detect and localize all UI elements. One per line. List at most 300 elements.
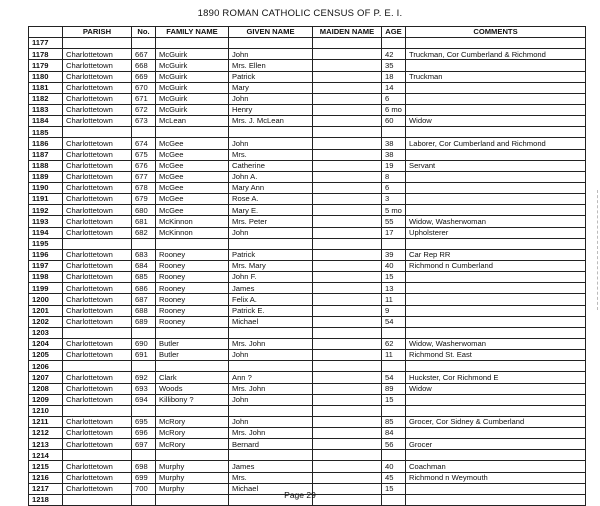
cell-parish xyxy=(63,38,132,49)
cell-no: 689 xyxy=(132,316,156,327)
cell-comments: Widow, Washerwoman xyxy=(406,216,586,227)
table-row xyxy=(29,194,586,205)
header-parish: PARISH xyxy=(63,27,132,38)
cell-age: 15 xyxy=(382,394,406,405)
row-number: 1209 xyxy=(29,394,63,405)
row-number: 1199 xyxy=(29,283,63,294)
cell-maiden-name xyxy=(313,38,382,49)
cell-maiden-name xyxy=(313,93,382,104)
cell-no xyxy=(132,405,156,416)
cell-age xyxy=(382,450,406,461)
cell-parish xyxy=(63,127,132,138)
cell-given-name: Patrick xyxy=(229,249,313,260)
cell-comments: Richmond St. East xyxy=(406,350,586,361)
page-title: 1890 ROMAN CATHOLIC CENSUS OF P. E. I. xyxy=(197,8,403,19)
cell-no: 697 xyxy=(132,439,156,450)
header-comments: COMMENTS xyxy=(406,27,586,38)
table-row xyxy=(29,372,586,383)
cell-age: 17 xyxy=(382,227,406,238)
cell-no: 685 xyxy=(132,272,156,283)
cell-comments xyxy=(406,127,586,138)
cell-comments xyxy=(406,104,586,115)
table-row xyxy=(29,272,586,283)
cell-age: 3 xyxy=(382,194,406,205)
cell-maiden-name xyxy=(313,439,382,450)
cell-comments xyxy=(406,194,586,205)
cell-maiden-name xyxy=(313,138,382,149)
row-number: 1183 xyxy=(29,104,63,115)
cell-age: 84 xyxy=(382,428,406,439)
row-number: 1190 xyxy=(29,182,63,193)
cell-no: 670 xyxy=(132,82,156,93)
table-row xyxy=(29,205,586,216)
cell-comments xyxy=(406,149,586,160)
cell-family-name: McGuirk xyxy=(156,49,229,60)
cell-family-name xyxy=(156,450,229,461)
cell-age: 9 xyxy=(382,305,406,316)
row-number: 1207 xyxy=(29,372,63,383)
cell-age: 60 xyxy=(382,116,406,127)
table-row xyxy=(29,116,586,127)
cell-parish xyxy=(63,405,132,416)
cell-age xyxy=(382,327,406,338)
cell-comments xyxy=(406,283,586,294)
cell-maiden-name xyxy=(313,116,382,127)
cell-maiden-name xyxy=(313,49,382,60)
cell-given-name: John F. xyxy=(229,272,313,283)
cell-comments xyxy=(406,327,586,338)
cell-given-name: James xyxy=(229,283,313,294)
row-number: 1208 xyxy=(29,383,63,394)
row-number: 1191 xyxy=(29,194,63,205)
cell-comments xyxy=(406,428,586,439)
cell-no: 676 xyxy=(132,160,156,171)
cell-age: 11 xyxy=(382,350,406,361)
cell-comments: Huckster, Cor Richmond E xyxy=(406,372,586,383)
cell-given-name: John xyxy=(229,49,313,60)
cell-family-name xyxy=(156,405,229,416)
cell-parish: Charlottetown xyxy=(63,260,132,271)
table-row xyxy=(29,450,586,461)
cell-comments: Coachman xyxy=(406,461,586,472)
cell-family-name: Butler xyxy=(156,350,229,361)
cell-family-name: McGee xyxy=(156,182,229,193)
cell-age: 85 xyxy=(382,416,406,427)
cell-comments xyxy=(406,294,586,305)
cell-maiden-name xyxy=(313,127,382,138)
cell-comments xyxy=(406,38,586,49)
cell-parish: Charlottetown xyxy=(63,249,132,260)
row-number: 1203 xyxy=(29,327,63,338)
cell-age: 54 xyxy=(382,316,406,327)
cell-given-name: Catherine xyxy=(229,160,313,171)
cell-maiden-name xyxy=(313,194,382,205)
row-number: 1195 xyxy=(29,238,63,249)
cell-comments: Truckman, Cor Cumberland & Richmond xyxy=(406,49,586,60)
cell-maiden-name xyxy=(313,216,382,227)
cell-maiden-name xyxy=(313,149,382,160)
cell-comments xyxy=(406,450,586,461)
cell-family-name: Murphy xyxy=(156,461,229,472)
cell-given-name: Bernard xyxy=(229,439,313,450)
cell-parish: Charlottetown xyxy=(63,205,132,216)
row-number: 1177 xyxy=(29,38,63,49)
cell-no: 686 xyxy=(132,283,156,294)
cell-maiden-name xyxy=(313,405,382,416)
cell-given-name: Mrs. Ellen xyxy=(229,60,313,71)
cell-parish: Charlottetown xyxy=(63,82,132,93)
cell-parish: Charlottetown xyxy=(63,350,132,361)
cell-parish: Charlottetown xyxy=(63,182,132,193)
row-number: 1196 xyxy=(29,249,63,260)
cell-family-name: McGuirk xyxy=(156,82,229,93)
cell-parish xyxy=(63,238,132,249)
cell-family-name: McKinnon xyxy=(156,216,229,227)
cell-age: 15 xyxy=(382,272,406,283)
cell-age: 38 xyxy=(382,149,406,160)
cell-family-name: Killibony ? xyxy=(156,394,229,405)
table-row xyxy=(29,49,586,60)
cell-parish: Charlottetown xyxy=(63,171,132,182)
cell-no xyxy=(132,327,156,338)
cell-family-name: McRory xyxy=(156,428,229,439)
row-number: 1210 xyxy=(29,405,63,416)
row-number: 1185 xyxy=(29,127,63,138)
cell-age: 35 xyxy=(382,60,406,71)
cell-comments xyxy=(406,60,586,71)
cell-age: 55 xyxy=(382,216,406,227)
row-number: 1218 xyxy=(29,494,63,505)
cell-maiden-name xyxy=(313,327,382,338)
cell-parish xyxy=(63,361,132,372)
row-number: 1186 xyxy=(29,138,63,149)
row-number: 1197 xyxy=(29,260,63,271)
table-row xyxy=(29,283,586,294)
cell-parish: Charlottetown xyxy=(63,283,132,294)
cell-family-name: Rooney xyxy=(156,305,229,316)
cell-parish: Charlottetown xyxy=(63,394,132,405)
cell-age: 6 mo xyxy=(382,104,406,115)
table-row xyxy=(29,82,586,93)
cell-no: 668 xyxy=(132,60,156,71)
cell-family-name: McGuirk xyxy=(156,60,229,71)
cell-no: 673 xyxy=(132,116,156,127)
cell-parish: Charlottetown xyxy=(63,227,132,238)
cell-maiden-name xyxy=(313,316,382,327)
cell-comments xyxy=(406,82,586,93)
cell-given-name: Mrs. xyxy=(229,149,313,160)
cell-maiden-name xyxy=(313,205,382,216)
cell-maiden-name xyxy=(313,71,382,82)
cell-age xyxy=(382,127,406,138)
cell-comments xyxy=(406,316,586,327)
row-number: 1212 xyxy=(29,428,63,439)
cell-comments xyxy=(406,93,586,104)
cell-given-name: John xyxy=(229,350,313,361)
cell-given-name: Mary Ann xyxy=(229,182,313,193)
cell-comments: Car Rep RR xyxy=(406,249,586,260)
cell-given-name xyxy=(229,361,313,372)
cell-given-name: James xyxy=(229,461,313,472)
page-edge-mark xyxy=(596,190,598,310)
cell-maiden-name xyxy=(313,272,382,283)
cell-maiden-name xyxy=(313,171,382,182)
table-row xyxy=(29,316,586,327)
row-number: 1180 xyxy=(29,71,63,82)
row-number: 1204 xyxy=(29,338,63,349)
cell-no: 700 xyxy=(132,483,156,494)
cell-maiden-name xyxy=(313,338,382,349)
cell-given-name: Mary E. xyxy=(229,205,313,216)
row-number: 1179 xyxy=(29,60,63,71)
row-number: 1217 xyxy=(29,483,63,494)
cell-given-name: Mrs. John xyxy=(229,338,313,349)
cell-age: 39 xyxy=(382,249,406,260)
table-row xyxy=(29,60,586,71)
cell-family-name xyxy=(156,327,229,338)
row-number: 1188 xyxy=(29,160,63,171)
cell-given-name: Mrs. John xyxy=(229,428,313,439)
cell-no: 683 xyxy=(132,249,156,260)
cell-comments: Widow, Washerwoman xyxy=(406,338,586,349)
header-age: AGE xyxy=(382,27,406,38)
cell-family-name: McGee xyxy=(156,205,229,216)
cell-no: 692 xyxy=(132,372,156,383)
cell-parish: Charlottetown xyxy=(63,49,132,60)
cell-maiden-name xyxy=(313,383,382,394)
cell-no: 699 xyxy=(132,472,156,483)
cell-comments: Widow xyxy=(406,383,586,394)
cell-comments xyxy=(406,182,586,193)
cell-maiden-name xyxy=(313,472,382,483)
cell-age: 14 xyxy=(382,82,406,93)
table-row xyxy=(29,327,586,338)
cell-family-name: Rooney xyxy=(156,249,229,260)
cell-given-name: John xyxy=(229,394,313,405)
cell-parish: Charlottetown xyxy=(63,71,132,82)
cell-given-name: John A. xyxy=(229,171,313,182)
cell-comments: Richmond n Weymouth xyxy=(406,472,586,483)
cell-age: 13 xyxy=(382,283,406,294)
table-body xyxy=(29,38,586,506)
cell-family-name xyxy=(156,238,229,249)
cell-parish: Charlottetown xyxy=(63,338,132,349)
row-number: 1193 xyxy=(29,216,63,227)
cell-given-name: Mrs. Mary xyxy=(229,260,313,271)
cell-comments xyxy=(406,305,586,316)
cell-given-name: Mrs. John xyxy=(229,383,313,394)
cell-parish: Charlottetown xyxy=(63,104,132,115)
cell-age: 6 xyxy=(382,93,406,104)
cell-age: 18 xyxy=(382,71,406,82)
cell-parish xyxy=(63,327,132,338)
cell-maiden-name xyxy=(313,372,382,383)
cell-family-name: Rooney xyxy=(156,316,229,327)
cell-family-name: Rooney xyxy=(156,283,229,294)
table-row xyxy=(29,227,586,238)
cell-family-name: Murphy xyxy=(156,483,229,494)
cell-no: 675 xyxy=(132,149,156,160)
cell-given-name: Mrs. J. McLean xyxy=(229,116,313,127)
cell-given-name xyxy=(229,38,313,49)
row-number: 1182 xyxy=(29,93,63,104)
table-row xyxy=(29,294,586,305)
cell-given-name: Rose A. xyxy=(229,194,313,205)
table-row xyxy=(29,394,586,405)
row-number: 1214 xyxy=(29,450,63,461)
cell-maiden-name xyxy=(313,394,382,405)
census-table xyxy=(28,26,586,506)
cell-parish: Charlottetown xyxy=(63,383,132,394)
cell-family-name xyxy=(156,127,229,138)
cell-age: 54 xyxy=(382,372,406,383)
row-number: 1211 xyxy=(29,416,63,427)
cell-family-name: Rooney xyxy=(156,272,229,283)
table-row xyxy=(29,428,586,439)
cell-parish: Charlottetown xyxy=(63,93,132,104)
row-number: 1213 xyxy=(29,439,63,450)
cell-family-name: McGuirk xyxy=(156,104,229,115)
cell-family-name xyxy=(156,361,229,372)
cell-parish: Charlottetown xyxy=(63,194,132,205)
cell-parish: Charlottetown xyxy=(63,116,132,127)
cell-comments xyxy=(406,171,586,182)
cell-parish: Charlottetown xyxy=(63,305,132,316)
table-row xyxy=(29,249,586,260)
table-row xyxy=(29,238,586,249)
cell-comments: Grocer xyxy=(406,439,586,450)
cell-maiden-name xyxy=(313,260,382,271)
cell-parish: Charlottetown xyxy=(63,160,132,171)
cell-comments: Richmond n Cumberland xyxy=(406,260,586,271)
cell-family-name xyxy=(156,38,229,49)
cell-given-name: John xyxy=(229,93,313,104)
row-number: 1192 xyxy=(29,205,63,216)
cell-no: 693 xyxy=(132,383,156,394)
cell-maiden-name xyxy=(313,283,382,294)
cell-maiden-name xyxy=(313,60,382,71)
cell-given-name xyxy=(229,450,313,461)
cell-maiden-name xyxy=(313,182,382,193)
cell-no xyxy=(132,361,156,372)
cell-parish: Charlottetown xyxy=(63,60,132,71)
cell-maiden-name xyxy=(313,249,382,260)
table-row xyxy=(29,93,586,104)
cell-no xyxy=(132,127,156,138)
cell-no: 672 xyxy=(132,104,156,115)
cell-no: 679 xyxy=(132,194,156,205)
cell-given-name: Felix A. xyxy=(229,294,313,305)
cell-age: 56 xyxy=(382,439,406,450)
cell-family-name: McGee xyxy=(156,194,229,205)
cell-maiden-name xyxy=(313,294,382,305)
cell-age: 6 xyxy=(382,182,406,193)
cell-no: 694 xyxy=(132,394,156,405)
cell-age: 40 xyxy=(382,461,406,472)
cell-parish: Charlottetown xyxy=(63,294,132,305)
cell-maiden-name xyxy=(313,461,382,472)
cell-maiden-name xyxy=(313,82,382,93)
header-no: No. xyxy=(132,27,156,38)
table-row xyxy=(29,472,586,483)
cell-family-name: McGuirk xyxy=(156,93,229,104)
cell-no: 674 xyxy=(132,138,156,149)
page-number: Page 29 xyxy=(284,490,316,500)
cell-maiden-name xyxy=(313,238,382,249)
table-row xyxy=(29,405,586,416)
cell-given-name xyxy=(229,405,313,416)
cell-parish: Charlottetown xyxy=(63,483,132,494)
cell-comments xyxy=(406,205,586,216)
cell-no: 691 xyxy=(132,350,156,361)
cell-age: 8 xyxy=(382,171,406,182)
cell-age: 89 xyxy=(382,383,406,394)
table-row xyxy=(29,182,586,193)
cell-family-name: McKinnon xyxy=(156,227,229,238)
cell-no: 688 xyxy=(132,305,156,316)
cell-family-name: Murphy xyxy=(156,472,229,483)
row-number: 1189 xyxy=(29,171,63,182)
cell-parish: Charlottetown xyxy=(63,416,132,427)
cell-comments: Laborer, Cor Cumberland and Richmond xyxy=(406,138,586,149)
cell-given-name: John xyxy=(229,227,313,238)
cell-given-name xyxy=(229,127,313,138)
cell-comments xyxy=(406,405,586,416)
row-number: 1215 xyxy=(29,461,63,472)
table-row xyxy=(29,127,586,138)
cell-comments: Widow xyxy=(406,116,586,127)
cell-age: 42 xyxy=(382,49,406,60)
cell-given-name: Michael xyxy=(229,483,313,494)
cell-maiden-name xyxy=(313,227,382,238)
row-number: 1184 xyxy=(29,116,63,127)
cell-comments: Truckman xyxy=(406,71,586,82)
cell-given-name: Patrick E. xyxy=(229,305,313,316)
cell-age: 40 xyxy=(382,260,406,271)
row-number: 1206 xyxy=(29,361,63,372)
cell-age: 19 xyxy=(382,160,406,171)
cell-no xyxy=(132,38,156,49)
cell-parish: Charlottetown xyxy=(63,439,132,450)
cell-family-name: McGee xyxy=(156,160,229,171)
table-row xyxy=(29,216,586,227)
cell-comments: Grocer, Cor Sidney & Cumberland xyxy=(406,416,586,427)
cell-given-name: Michael xyxy=(229,316,313,327)
cell-maiden-name xyxy=(313,305,382,316)
cell-family-name: Woods xyxy=(156,383,229,394)
cell-parish: Charlottetown xyxy=(63,216,132,227)
cell-age xyxy=(382,238,406,249)
row-number: 1187 xyxy=(29,149,63,160)
cell-family-name: McGee xyxy=(156,138,229,149)
cell-no: 669 xyxy=(132,71,156,82)
table-row xyxy=(29,361,586,372)
row-number: 1201 xyxy=(29,305,63,316)
cell-given-name: John xyxy=(229,138,313,149)
header-family-name: FAMILY NAME xyxy=(156,27,229,38)
cell-given-name xyxy=(229,327,313,338)
cell-given-name xyxy=(229,238,313,249)
header-row-number xyxy=(29,27,63,38)
cell-family-name: McRory xyxy=(156,416,229,427)
cell-maiden-name xyxy=(313,416,382,427)
cell-maiden-name xyxy=(313,428,382,439)
cell-family-name: Clark xyxy=(156,372,229,383)
cell-family-name: Butler xyxy=(156,338,229,349)
cell-given-name: Ann ? xyxy=(229,372,313,383)
cell-age: 38 xyxy=(382,138,406,149)
cell-no: 695 xyxy=(132,416,156,427)
